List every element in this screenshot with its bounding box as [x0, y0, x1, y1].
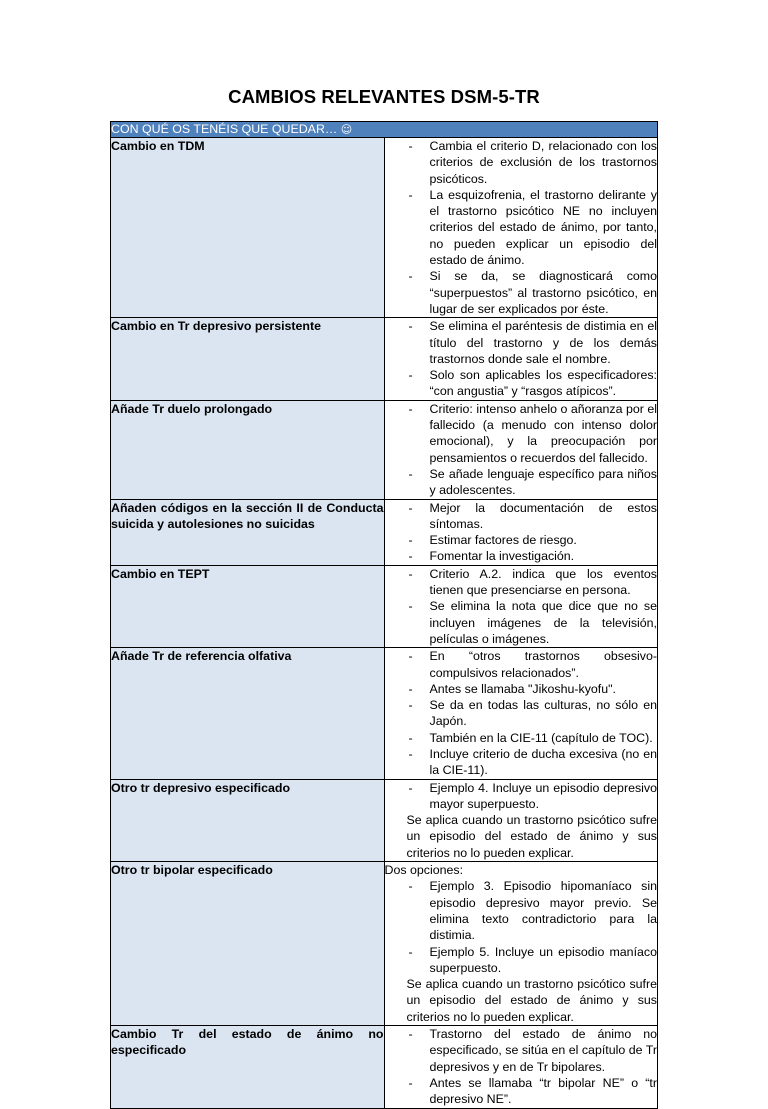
row-content [384, 862, 658, 1026]
bullet-item [385, 367, 658, 400]
row-label: Cambio Tr del estado de ánimo no especificado [111, 1026, 385, 1108]
bullet-item [385, 500, 658, 533]
bullet-item [385, 318, 658, 367]
dash-bullet-icon: - [408, 780, 413, 795]
bullet-text: Se elimina la nota que dice que no se incluyen imágenes de la televisión, películas o imágenes. [429, 599, 657, 646]
table-row [111, 648, 658, 779]
bullet-item [385, 730, 658, 746]
bullet-text: Se da en todas las culturas, no sólo en Japón. [429, 698, 657, 729]
dash-bullet-icon: - [408, 368, 413, 383]
dash-bullet-icon: - [408, 944, 413, 959]
bullet-item [385, 1026, 658, 1075]
row-content [384, 648, 658, 779]
dash-bullet-icon: - [408, 730, 413, 745]
bullet-text: Criterio A.2. indica que los eventos tienen que presenciarse en persona. [429, 566, 657, 598]
row-content [384, 565, 658, 647]
dash-bullet-icon: - [408, 681, 413, 696]
bullet-text: La esquizofrenia, el trastorno delirante y el trastorno psicótico NE no incluyen criterios del estado de ánimo, por tanto, no pueden explicar un episodio del estado de ánimo. [429, 187, 657, 268]
row-content [384, 779, 658, 861]
dash-bullet-icon: - [408, 466, 413, 481]
table-row [111, 1026, 658, 1108]
bullet-item [385, 598, 658, 647]
table-row [111, 499, 658, 565]
bullet-text: Ejemplo 4. Incluye un episodio depresivo mayor superpuesto. [429, 780, 657, 811]
dash-bullet-icon: - [408, 599, 413, 614]
bullet-text: Si se da, se diagnosticará como “superpuestos” al trastorno psicótico, en lugar de ser explicados por éste. [429, 269, 657, 316]
row-content [384, 499, 658, 565]
dash-bullet-icon: - [408, 549, 413, 564]
bullet-item [385, 648, 658, 681]
row-content [384, 1026, 658, 1108]
bullet-item [385, 566, 658, 599]
dash-bullet-icon: - [408, 879, 413, 894]
dash-bullet-icon: - [408, 746, 413, 761]
table-row [111, 138, 658, 318]
row-note-text: Se aplica cuando un trastorno psicótico sufre un episodio del estado de ánimo y sus criterios no lo pueden explicar. [406, 813, 657, 860]
bullet-text: Ejemplo 5. Incluye un episodio maníaco superpuesto. [429, 944, 657, 975]
dash-bullet-icon: - [408, 698, 413, 713]
row-content [384, 138, 658, 318]
dash-bullet-icon: - [408, 319, 413, 334]
row-label: Añade Tr de referencia olfativa [111, 648, 385, 779]
bullet-text: Ejemplo 3. Episodio hipomaníaco sin episodio depresivo mayor previo. Se elimina texto contradictorio para la distimia. [429, 879, 657, 943]
table-header-text: CON QUÉ OS TENÉIS QUE QUEDAR… [111, 122, 341, 136]
bullet-item [385, 746, 658, 779]
table-row [111, 565, 658, 647]
dash-bullet-icon: - [408, 187, 413, 202]
bullet-item [385, 138, 658, 187]
table-header-cell [111, 122, 658, 138]
row-label: Cambio en TDM [111, 138, 385, 318]
changes-table [110, 121, 658, 1109]
dash-bullet-icon: - [408, 401, 413, 416]
bullet-text: También en la CIE-11 (capítulo de TOC). [429, 730, 653, 745]
bullet-item [385, 268, 658, 317]
bullet-item [385, 532, 658, 548]
bullet-text: Mejor la documentación de estos síntomas. [429, 500, 657, 531]
bullet-item [385, 681, 658, 697]
page-title: CAMBIOS RELEVANTES DSM-5-TR [228, 86, 540, 107]
bullet-text: Antes se llamaba “tr bipolar NE” o “tr depresivo NE”. [429, 1075, 657, 1107]
bullet-item [385, 944, 658, 977]
bullet-item [385, 1075, 658, 1108]
row-label: Cambio en Tr depresivo persistente [111, 318, 385, 400]
row-label: Otro tr depresivo especificado [111, 779, 385, 861]
bullet-text: Criterio: intenso anhelo o añoranza por el fallecido (a menudo con intenso dolor emocional), y la preocupación por pensamientos o recuerdos del fallecido. [429, 401, 657, 465]
table-row [111, 779, 658, 861]
dash-bullet-icon: - [408, 1027, 413, 1042]
bullet-text: Solo son aplicables los especificadores: “con angustia” y “rasgos atípicos”. [429, 368, 657, 399]
bullet-item [385, 401, 658, 466]
bullet-item [385, 187, 658, 268]
bullet-text: Antes se llamaba "Jikoshu-kyofu". [429, 681, 616, 696]
bullet-text: Se añade lenguaje específico para niños y adolescentes. [429, 466, 657, 498]
bullet-item [385, 466, 658, 499]
row-content [384, 400, 658, 499]
dash-bullet-icon: - [408, 533, 413, 548]
smiley-icon: ☺ [340, 123, 353, 136]
row-label: Otro tr bipolar especificado [111, 862, 385, 1026]
dash-bullet-icon: - [408, 500, 413, 515]
bullet-text: Estimar factores de riesgo. [429, 533, 577, 548]
table-row [111, 862, 658, 1026]
bullet-item [385, 697, 658, 730]
dash-bullet-icon: - [408, 566, 413, 581]
row-label: Añade Tr duelo prolongado [111, 400, 385, 499]
row-note-text: Se aplica cuando un trastorno psicótico sufre un episodio del estado de ánimo y sus criterios no lo pueden explicar. [406, 977, 657, 1024]
dash-bullet-icon: - [408, 649, 413, 664]
bullet-text: Fomentar la investigación. [429, 549, 575, 564]
dash-bullet-icon: - [408, 139, 413, 153]
row-label: Cambio en TEPT [111, 565, 385, 647]
row-label: Añaden códigos en la sección II de Conducta suicida y autolesiones no suicidas [111, 499, 385, 565]
bullet-text: Incluye criterio de ducha excesiva (no en la CIE-11). [429, 746, 657, 778]
bullet-item [385, 548, 658, 564]
row-intro-text: Dos opciones: [384, 863, 464, 878]
row-content [384, 318, 658, 400]
bullet-text: Se elimina el paréntesis de distimia en el título del trastorno y de los demás trastornos donde sale el nombre. [429, 319, 657, 366]
bullet-item [385, 780, 658, 813]
bullet-text: En “otros trastornos obsesivo-compulsivos relacionados”. [429, 649, 657, 680]
dash-bullet-icon: - [408, 269, 413, 284]
table-row [111, 400, 658, 499]
table-header-row [111, 122, 658, 138]
dash-bullet-icon: - [408, 1075, 413, 1090]
table-row [111, 318, 658, 400]
bullet-text: Trastorno del estado de ánimo no especificado, se sitúa en el capítulo de Tr depresivos y en de Tr bipolares. [429, 1027, 657, 1074]
bullet-item [385, 878, 658, 943]
bullet-text: Cambia el criterio D, relacionado con los criterios de exclusión de los trastornos psicóticos. [429, 139, 657, 186]
